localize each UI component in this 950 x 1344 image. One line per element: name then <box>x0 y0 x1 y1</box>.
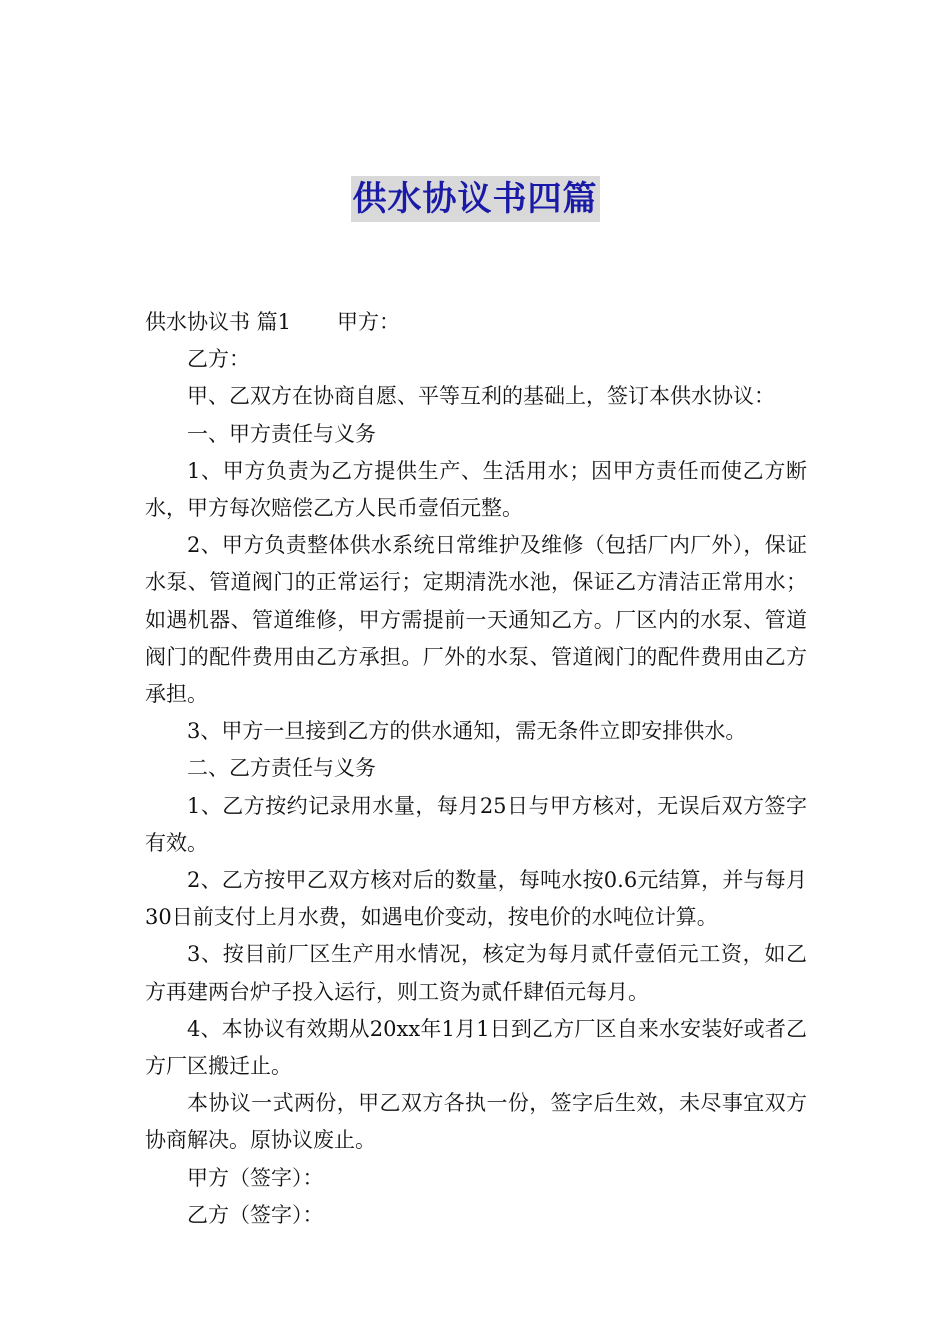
paragraph: 1、甲方负责为乙方提供生产、生活用水；因甲方责任而使乙方断水，甲方每次赔偿乙方人民币壹佰元整。 <box>145 458 807 521</box>
signature-party-a: 甲方（签字）： <box>187 1165 324 1190</box>
paragraph: 3、按目前厂区生产用水情况，核定为每月贰仟壹佰元工资，如乙方再建两台炉子投入运行，则工资为贰仟肆佰元每月。 <box>145 942 807 1004</box>
paragraph: 乙方： <box>187 347 250 372</box>
document-body <box>145 304 807 1234</box>
paragraph: 4、本协议有效期从20xx年1月1日到乙方厂区自来水安装好或者乙方厂区搬迁止。 <box>145 1016 807 1079</box>
paragraph: 本协议一式两份，甲乙双方各执一份，签字后生效，未尽事宜双方协商解决。原协议废止。 <box>145 1091 807 1153</box>
paragraph: 2、乙方按甲乙双方核对后的数量，每吨水按0.6元结算，并与每月30日前支付上月水费，如遇电价变动，按电价的水吨位计算。 <box>145 868 807 930</box>
first-line <box>145 304 807 341</box>
paragraph: 甲、乙双方在协商自愿、平等互利的基础上，签订本供水协议： <box>187 384 775 409</box>
section-heading-label: 供水协议书 篇1 <box>145 310 292 334</box>
paragraph: 1、乙方按约记录用水量，每月25日与甲方核对，无误后双方签字有效。 <box>145 793 807 855</box>
paragraph: 二、乙方责任与义务 <box>187 756 376 781</box>
document-title: 供水协议书四篇 <box>351 176 600 222</box>
title-container <box>0 176 950 222</box>
paragraph: 2、甲方负责整体供水系统日常维护及维修（包括厂内厂外），保证水泵、管道阀门的正常运行；定期清洗水池，保证乙方清洁正常用水；如遇机器、管道维修，甲方需提前一天通知乙方。厂区内的水泵、管道阀门的配件费用由乙方承担。厂外的水泵、管道阀门的配件费用由乙方承担。 <box>145 533 807 707</box>
paragraph: 3、甲方一旦接到乙方的供水通知，需无条件立即安排供水。 <box>187 719 747 744</box>
signature-party-b: 乙方（签字）： <box>187 1202 324 1227</box>
paragraph: 一、甲方责任与义务 <box>187 421 376 446</box>
party-a-label: 甲方： <box>337 310 401 334</box>
